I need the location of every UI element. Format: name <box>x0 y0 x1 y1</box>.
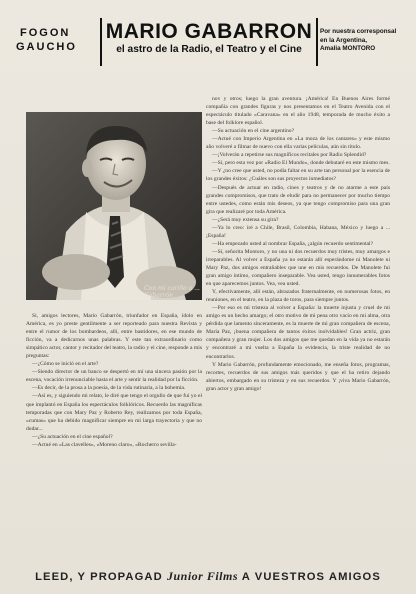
right-text-column <box>206 95 390 393</box>
left-text-column <box>26 312 202 449</box>
byline <box>320 28 406 54</box>
paragraph: —¡Volverán a repetirse sus magníficos recitales por Radio Splendid? <box>212 152 367 159</box>
portrait-image <box>26 112 202 300</box>
paragraph: —Y ¿no cree que usted, no podía faltar en su arte tan personal por la esencia de los grandes éxitos: ¿Cuáles son sus proyectos inmediatos? <box>206 168 390 183</box>
byline-author: Amalia MONTORO <box>320 45 376 52</box>
portrait-photo <box>26 112 202 300</box>
section-label-line2: GAUCHO <box>16 41 77 53</box>
footer-slogan <box>0 569 416 584</box>
paragraph: —Es decir, de la prosa a la poesía, de la vida rutinaria, a la bohemia. <box>32 385 186 392</box>
footer-brand: Junior Films <box>166 569 238 583</box>
byline-line: Por nuestra corresponsal <box>320 28 397 35</box>
paragraph: —Así es, y siguiendo mi relato, le diré que tengo el orgullo de que fui yo el que implantó en España los espectáculos folklóricos. Recuerdo las magníficas temporadas que con Mary Paz y Roberto Rey, realizamos por toda España, «cumas» que ha debido magnificar siempre en mi larga trayectoria y que no dudar... <box>26 393 202 432</box>
paragraph: —¿Será muy extensa su gira? <box>212 216 279 223</box>
paragraph: —Sí, señorita Montoro, y no una ni dos recuerdos muy tristes, muy amargos e irreparables. Al volver a España ya no estarán allí esperándome ni Manolete ni Mary Paz, dos amigos entrañables que une en mis recuerdos. De Manolete fui gran amigo íntimo, compañero inseparable. Vea usted, tengo innumerables fotos en que aparecemos juntos. Vea, vea usted. <box>206 248 390 288</box>
section-label-line1: FOGON <box>20 27 71 39</box>
article-header <box>10 18 406 76</box>
section-label <box>16 24 96 66</box>
paragraph: nov y otros; luego la gran aventura. ¡América! En Buenos Aires formé compañía con grandes figuras y nos presentamos en el Teatro Avenida con el espectáculo titulado «Caravana» en el año 1948, temporada de mucho éxito a base del folklore español. <box>206 96 390 127</box>
paragraph: —Por eso es mi tristeza al volver a España: la muerte injusta y cruel de mi amigo es un hecho amargo; el otro motivo de mi pena otro vacío en mi alma, otra pérdida que lamento sinceramente, es la muerte de mi gran compañera de escena, María Paz, ¡buena compañera de tantos éxitos inolvidables! Gran actriz, gran compañera y gran mujer. Los dos amigos que me quedan en la vida ya no estarán y encontraré a mi vuelta a España la evidencia, la triste realidad de no encontrarlos. <box>206 305 390 360</box>
article-subtitle: el astro de la Radio, el Teatro y el Cine <box>116 44 302 55</box>
paragraph: —Sí, pero esta vez por «Radio El Mundo», donde debutaré en este mismo mes. <box>212 160 390 167</box>
article-title: MARIO GABARRON <box>105 20 313 43</box>
paragraph: —¿Su actuación en el cine español? <box>32 433 113 440</box>
paragraph: —¿Cómo se inició en el arte? <box>32 361 99 368</box>
footer-suffix: A VUESTROS AMIGOS <box>241 571 381 583</box>
paragraph: Y, efectivamente, allí están, abrazados fraternalmente, en numerosas fotos, en reuniones, en el teatro, en la plaza de toros, para siempre juntos. <box>206 289 390 304</box>
paragraph: Y Mario Gabarrón, profundamente emocionado, me enseña fotos, programas, recortes, recuerdos de sus amigos más queridos y que el ha retiro dejando abiertos, embargado en su tristeza y en sus recuerdos. Y ¡viva Mario Gabarrón, gran actor y gran amigo! <box>206 361 390 392</box>
photo-signature: Con mi cariño a ... Gabarrón <box>144 285 200 299</box>
byline-line: en la Argentina, <box>320 36 368 44</box>
paragraph: —Ha empezado usted al nombrar España, ¿algún recuerdo sentimental? <box>212 240 374 247</box>
title-block <box>100 18 318 66</box>
paragraph: Si, amigos lectores, Mario Gabarrón, triunfador en España, ídolo en América, es yo preste gentilmente a ser reporteado para nuestra Revista y entre el rumor de los bombardeos, allí, entre bastidores, en ese mundo de ficción, va a dedicarnos unas palabras. Y este tan extraordinario como simpático actor, cantor y recitador del teatro, la radio y el cine, responde a mis preguntas: <box>26 313 202 360</box>
paragraph: —Después de actuar en radio, cines y teatros y de no atarme a este país grandes compromisos, que trato de eludir para no permanecer por mucho tiempo entre ustedes, como están mis deseos, ya que tengo compromiso para una gran gira que realizaré por toda América. <box>206 184 390 215</box>
paragraph: —Ya lo creo: iré a Chile, Brasil, Colombia, Habana, México y luego a ... ¡España! <box>206 224 390 239</box>
paragraph: —Siendo director de un banco se despertó en mí una sincera pasión por la escena, vocación irrenunciable hasta el arte y sentir la realidad por la ficción. <box>26 369 202 384</box>
footer-prefix: LEED, Y PROPAGAD <box>35 571 163 583</box>
paragraph: —Actué con Imperio Argentina en «La moza de los cantares» y este mismo año volveré a filmar de nuevo con ella varias películas, aún sin título. <box>206 136 390 151</box>
paragraph: —Su actuación en el cine argentino? <box>212 128 295 135</box>
paragraph: —Actué en «Las clavelles», «Moreno claro», «Rocherro sevilla- <box>32 441 177 448</box>
